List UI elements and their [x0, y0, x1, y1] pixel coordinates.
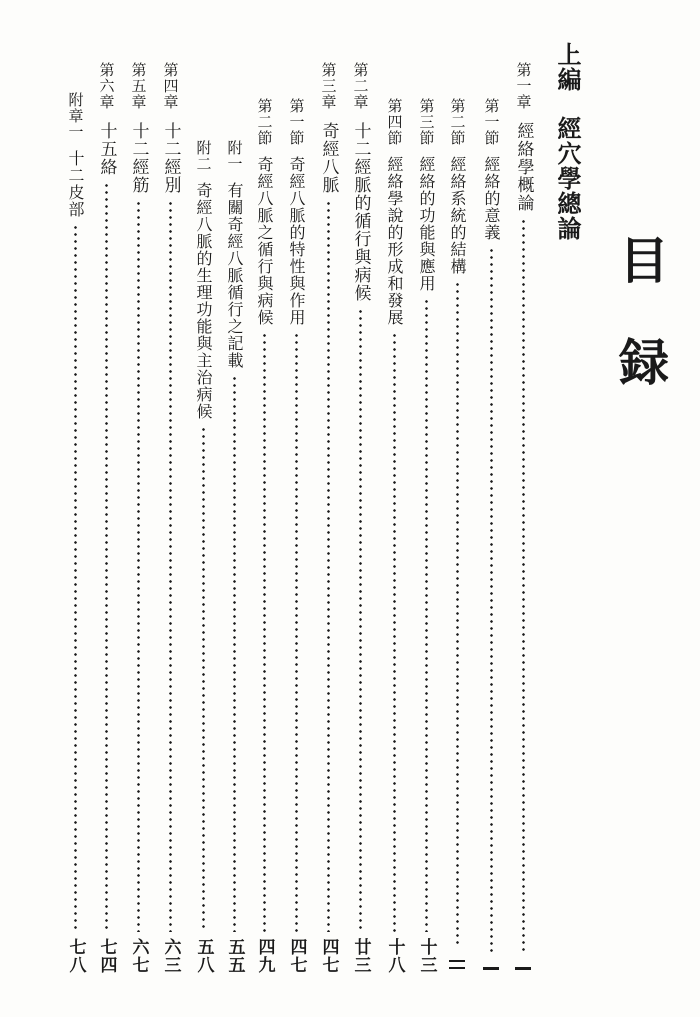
entry-page: 四九	[254, 938, 275, 974]
entry-label: 第六章	[97, 62, 116, 110]
entry-label: 附章一	[66, 92, 85, 140]
toc-entry[interactable]	[157, 62, 183, 974]
toc-entry[interactable]	[510, 62, 536, 974]
entry-label: 第三節	[417, 98, 436, 146]
entry-label: 第二章	[351, 62, 370, 110]
entry-title: 經絡學說的形成和發展	[385, 156, 404, 326]
toc-entry[interactable]	[413, 98, 439, 974]
entry-title: 奇經八脈的生理功能與主治病候	[194, 182, 213, 420]
entry-label: 第四節	[385, 98, 404, 146]
entry-title: 經絡學概論	[513, 122, 534, 212]
entry-label: 第二節	[255, 98, 274, 146]
page-mark	[515, 967, 531, 970]
entry-title: 經絡的意義	[482, 156, 501, 241]
entry-title: 奇經八脈	[318, 122, 339, 194]
page-mark	[483, 967, 499, 970]
entry-page: 七八	[65, 938, 86, 974]
entry-label: 第四章	[161, 62, 180, 110]
dot-leader	[490, 247, 493, 953]
page-title	[612, 232, 676, 440]
entry-page: 十三	[416, 938, 437, 974]
entry-title: 十二皮部	[66, 150, 85, 218]
dot-leader	[425, 298, 428, 932]
entry-page: 廿三	[350, 938, 371, 974]
dot-leader	[105, 182, 108, 932]
dot-leader	[137, 200, 140, 932]
part-title: 經穴學總論	[553, 116, 581, 241]
toc-entry[interactable]	[381, 98, 407, 974]
dot-leader	[202, 426, 205, 932]
dot-leader	[327, 200, 330, 932]
entry-title: 十二經筋	[128, 122, 149, 194]
toc-entry[interactable]	[251, 98, 277, 974]
entry-label: 第二節	[448, 98, 467, 146]
entry-label: 附一	[225, 140, 244, 172]
entry-title: 十五絡	[96, 122, 117, 176]
title-char-2: 録	[619, 334, 669, 392]
toc-entry[interactable]	[283, 98, 309, 974]
part-heading	[550, 42, 584, 241]
toc-entry[interactable]	[444, 98, 470, 974]
dot-leader	[233, 375, 236, 932]
entry-title: 經絡系統的結構	[448, 156, 467, 275]
entry-page: 十八	[384, 938, 405, 974]
toc-entry[interactable]	[478, 98, 504, 974]
entry-page: 六七	[128, 938, 149, 974]
entry-label: 第三章	[319, 62, 338, 110]
entry-label: 附二	[194, 140, 213, 172]
entry-label: 第五章	[129, 62, 148, 110]
toc-entry[interactable]	[93, 62, 119, 974]
page-mark	[449, 960, 465, 962]
entry-title: 奇經八脈的特性與作用	[287, 156, 306, 326]
entry-page: 四七	[286, 938, 307, 974]
entry-title: 十二經脈的循行與病候	[350, 122, 371, 302]
dot-leader	[522, 218, 525, 953]
entry-label: 第一節	[287, 98, 306, 146]
toc-entry[interactable]	[221, 140, 247, 974]
toc-entry[interactable]	[315, 62, 341, 974]
dot-leader	[295, 332, 298, 932]
dot-leader	[359, 308, 362, 932]
dot-leader	[263, 332, 266, 932]
dot-leader	[169, 200, 172, 932]
entry-label: 第一節	[482, 98, 501, 146]
entry-label: 第一章	[514, 62, 533, 110]
dot-leader	[393, 332, 396, 932]
title-char-1: 目	[619, 232, 669, 290]
toc-entry[interactable]	[190, 140, 216, 974]
part-prefix: 上編	[553, 42, 581, 92]
toc-entry[interactable]	[347, 62, 373, 974]
toc-entry[interactable]	[125, 62, 151, 974]
toc-entry[interactable]	[62, 92, 88, 974]
entry-page: 五八	[193, 938, 214, 974]
entry-page: 六三	[160, 938, 181, 974]
entry-title: 經絡的功能與應用	[417, 156, 436, 292]
entry-page: 七四	[96, 938, 117, 974]
dot-leader	[456, 281, 459, 946]
entry-title: 有關奇經八脈循行之記載	[225, 182, 244, 369]
entry-page: 四七	[318, 938, 339, 974]
entry-title: 十二經別	[160, 122, 181, 194]
entry-page: 五五	[224, 938, 245, 974]
dot-leader	[74, 224, 77, 932]
entry-title: 奇經八脈之循行與病候	[255, 156, 274, 326]
